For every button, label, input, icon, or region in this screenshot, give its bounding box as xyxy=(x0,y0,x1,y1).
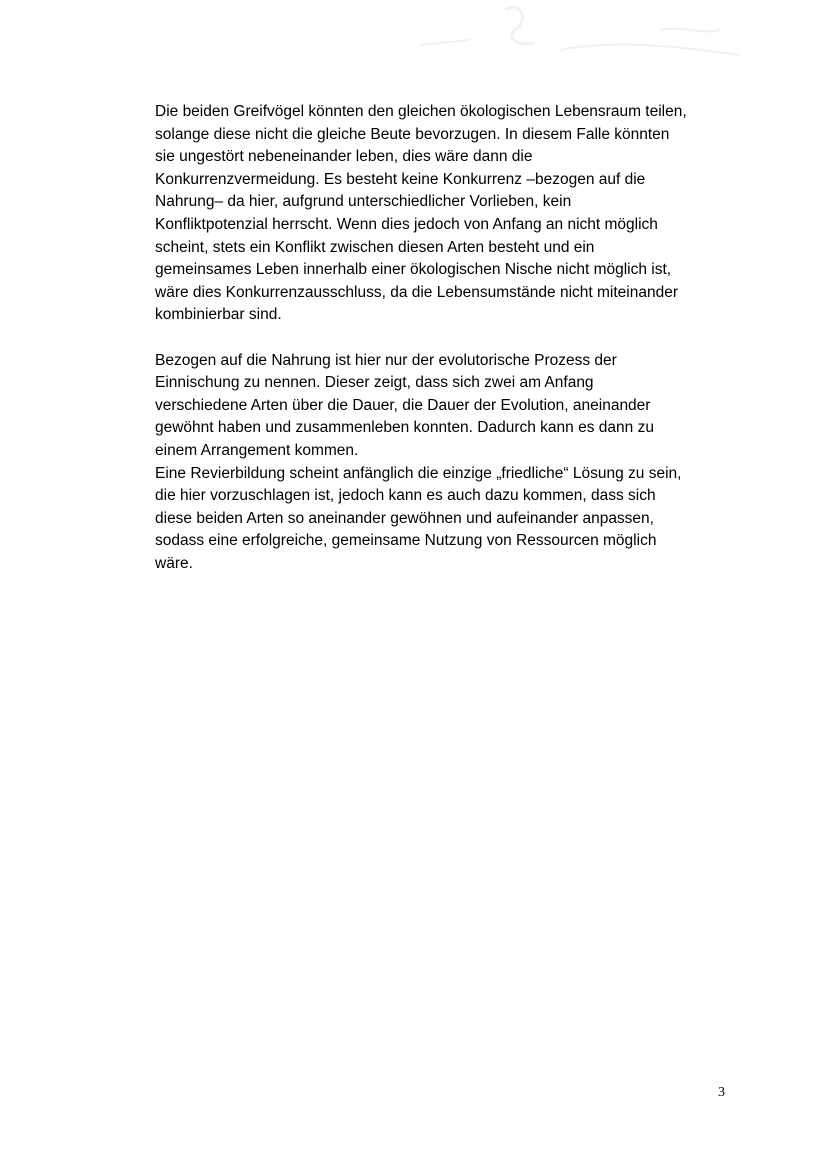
paragraph-1 xyxy=(155,101,735,327)
text-line: sie ungestört nebeneinander leben, dies wäre dann die xyxy=(155,148,533,166)
text-line: einem Arrangement kommen. xyxy=(155,441,359,459)
text-line: gemeinsames Leben innerhalb einer ökologischen Nische nicht möglich ist, xyxy=(155,261,672,279)
text-line: scheint, stets ein Konflikt zwischen diesen Arten besteht und ein xyxy=(155,238,595,256)
text-line: Einnischung zu nennen. Dieser zeigt, dass sich zwei am Anfang xyxy=(155,374,594,392)
text-line: diese beiden Arten so aneinander gewöhnen und aufeinander anpassen, xyxy=(155,509,654,527)
paragraph-2 xyxy=(155,350,735,463)
text-line: kombinierbar sind. xyxy=(155,306,282,324)
text-line: wäre. xyxy=(155,554,193,572)
text-line: wäre dies Konkurrenzausschluss, da die Lebensumstände nicht miteinander xyxy=(155,283,678,301)
text-line: Bezogen auf die Nahrung ist hier nur der evolutorische Prozess der xyxy=(155,351,617,369)
text-line: Konfliktpotenzial herrscht. Wenn dies jedoch von Anfang an nicht möglich xyxy=(155,215,658,233)
text-line: sodass eine erfolgreiche, gemeinsame Nutzung von Ressourcen möglich xyxy=(155,532,657,550)
text-line: gewöhnt haben und zusammenleben konnten. Dadurch kann es dann zu xyxy=(155,419,654,437)
text-line: Die beiden Greifvögel könnten den gleichen ökologischen Lebensraum teilen, xyxy=(155,103,687,120)
text-line: Nahrung– da hier, aufgrund unterschiedlicher Vorlieben, kein xyxy=(155,193,572,211)
text-line: Konkurrenzvermeidung. Es besteht keine Konkurrenz –bezogen auf die xyxy=(155,170,646,188)
text-line: solange diese nicht die gleiche Beute bevorzugen. In diesem Falle könnten xyxy=(155,125,670,143)
text-line: verschiedene Arten über die Dauer, die Dauer der Evolution, aneinander xyxy=(155,396,651,414)
paragraph-3 xyxy=(155,463,735,576)
text-line: die hier vorzuschlagen ist, jedoch kann es auch dazu kommen, dass sich xyxy=(155,487,656,505)
faint-watermark-graphic xyxy=(410,0,760,80)
page-number: 3 xyxy=(718,1085,725,1100)
document-body xyxy=(155,101,735,575)
paragraph-spacer xyxy=(155,327,735,350)
text-line: Eine Revierbildung scheint anfänglich die einzige „friedliche“ Lösung zu sein, xyxy=(155,464,682,482)
